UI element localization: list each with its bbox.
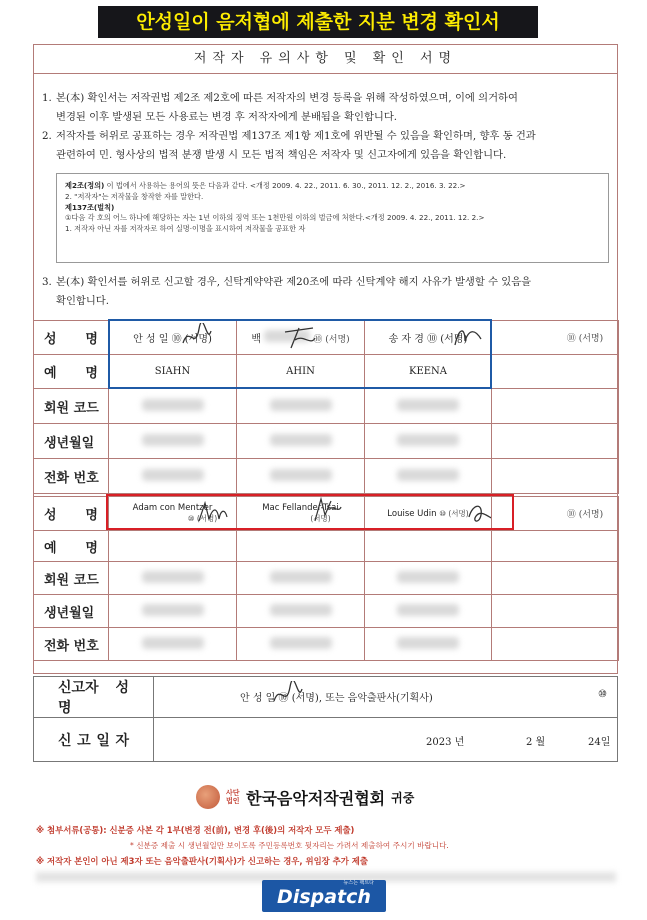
author-7-name: Louise Udin	[387, 509, 437, 519]
row-label-phone: 전화 번호	[34, 459, 109, 494]
author-8-name-cell: ⑩ (서명)	[492, 497, 619, 531]
table-row	[34, 531, 619, 562]
redacted-block	[142, 469, 204, 481]
table-row	[34, 562, 619, 595]
row-label-birth: 생년월일	[34, 424, 109, 459]
author-5-name: Adam con Mentzer	[132, 503, 213, 513]
row-label-name: 성 명	[34, 321, 109, 355]
report-year: 2023 년	[426, 737, 465, 748]
author-5-name-cell: Adam con Mentzer ⑩ (서명)	[109, 497, 237, 531]
redacted-block	[142, 434, 204, 446]
watermark-tagline: 뉴스는 팩트다	[343, 880, 374, 886]
report-month: 2 월	[526, 737, 546, 748]
reporter-name: 안 성 일 ⑩ (서명), 또는 음악출판사(기획사)	[240, 693, 433, 704]
redacted-block	[270, 571, 332, 583]
table-row	[34, 595, 619, 628]
table-row	[34, 628, 619, 661]
redacted-block	[142, 637, 204, 649]
author-3-alias: KEENA	[365, 355, 492, 389]
redacted-block	[397, 571, 459, 583]
reporter-name-cell	[154, 677, 618, 718]
report-date-cell	[154, 718, 618, 762]
author-2-name: 백	[251, 334, 261, 345]
association-logo-icon	[196, 785, 220, 809]
author-6-name-cell: Mac Fellander-Tsai (서명)	[237, 497, 365, 531]
redacted-block	[397, 434, 459, 446]
notice-1: 1. 본(本) 확인서는 저작권법 제2조 제2호에 따른 저작자의 변경 등록을 위해 작성하였으며, 이에 의거하여 변경된 이후 발생된 모든 사용료는 변경 후 저작자에게 분배됨을 확인합니다.	[42, 92, 518, 123]
author-2-alias: AHIN	[237, 355, 365, 389]
law-excerpt-box: 제2조(정의) 이 법에서 사용하는 용어의 뜻은 다음과 같다. <개정 2009. 4. 22., 2011. 6. 30., 2011. 12. 2., 2016. 3. 22.> 2. "저작자"는 저작물을 창작한 자를 말한다. 제137조(벌칙) ①다음 각 호의 어느 하나에 해당하는 자는 1년 이하의 징역 또는 1천만원 이하의 벌금에 처한다.<개정 2009. 4. 22., 2011. 12. 2.> 1. 저작자 아닌 자를 저작자로 하여 실명·이명을 표시하여 저작물을 공표한 자	[56, 173, 609, 263]
author-4-alias	[492, 355, 619, 389]
redacted-block	[270, 399, 332, 411]
footnote-attachments-detail: * 신분증 제출 시 생년월일만 보이도록 주민등록번호 뒷자리는 가려서 제출하여 주시기 바랍니다.	[130, 841, 449, 850]
author-7-name-cell: Louise Udin ⑩ (서명)	[365, 497, 492, 531]
redacted-block	[142, 604, 204, 616]
redacted-block	[397, 637, 459, 649]
reporter-seal: ⑩	[598, 689, 607, 700]
table-row	[34, 718, 618, 762]
headline-banner: 안성일이 음저협에 제출한 지분 변경 확인서	[98, 6, 538, 38]
report-date-label: 신 고 일 자	[34, 718, 154, 762]
redacted-block	[270, 434, 332, 446]
signature-icon	[270, 681, 304, 707]
row-label-member-code: 회원 코드	[34, 389, 109, 424]
row-label-birth: 생년월일	[34, 595, 109, 628]
dispatch-watermark-logo	[262, 880, 386, 912]
reporter-name-label: 신고자 성명	[34, 677, 154, 718]
redacted-block	[142, 399, 204, 411]
table-row	[34, 389, 619, 424]
association-name: 한국음악저작권협회	[246, 788, 386, 808]
row-label-name: 성 명	[34, 497, 109, 531]
footnote-third-party: ※ 저작자 본인이 아닌 제3자 또는 음악출판사(기획사)가 신고하는 경우, 위임장 추가 제출	[36, 856, 368, 866]
association-suffix: 귀중	[391, 790, 415, 805]
author-1-name: 안 성 일 ⑩ (서명)	[133, 334, 212, 345]
redacted-block	[142, 571, 204, 583]
redacted-block	[270, 469, 332, 481]
notice-2: 2. 저작자를 허위로 공표하는 경우 저작권법 제137조 제1항 제1호에 위반될 수 있음을 확인하며, 향후 동 건과 관련하여 민. 형사상의 법적 분쟁 발생 시 모든 법적 책임은 저작자 및 신고자에게 있음을 확인합니다.	[42, 130, 536, 161]
row-label-alias: 예 명	[34, 355, 109, 389]
table-row	[34, 459, 619, 494]
author-4-name-cell: ⑩ (서명)	[492, 321, 619, 355]
table-row	[34, 424, 619, 459]
redacted-block	[270, 604, 332, 616]
footnote-attachments: ※ 첨부서류(공통): 신분증 사본 각 1부(변경 전(前), 변경 후(後)의 저작자 모두 제출)	[36, 825, 355, 835]
association-signature	[196, 782, 414, 812]
redacted-block	[397, 604, 459, 616]
author-1-alias: SIAHN	[109, 355, 237, 389]
association-prefix: 사단 법인	[226, 789, 240, 805]
row-label-alias: 예 명	[34, 531, 109, 562]
redacted-block	[270, 637, 332, 649]
form-title: 저작자 유의사항 및 확인 서명	[34, 45, 617, 74]
reporter-table	[33, 676, 618, 762]
row-label-phone: 전화 번호	[34, 628, 109, 661]
report-day: 24일	[588, 737, 611, 748]
author-2-seal: ⑩ (서명)	[313, 335, 350, 345]
highlight-box-blue	[108, 319, 492, 389]
highlight-box-red	[106, 494, 514, 530]
table-row	[34, 677, 618, 718]
author-3-name: 송 자 경 ⑩ (서명)	[388, 334, 468, 345]
notice-3: 3. 본(本) 확인서를 허위로 신고할 경우, 신탁계약약관 제20조에 따라 신탁계약 해지 사유가 발생할 수 있음을 확인합니다.	[42, 276, 532, 307]
watermark-brand: Dispatch	[277, 886, 371, 908]
redacted-block	[397, 399, 459, 411]
redacted-block	[397, 469, 459, 481]
row-label-member-code: 회원 코드	[34, 562, 109, 595]
author-6-name: Mac Fellander-Tsai	[262, 503, 339, 513]
